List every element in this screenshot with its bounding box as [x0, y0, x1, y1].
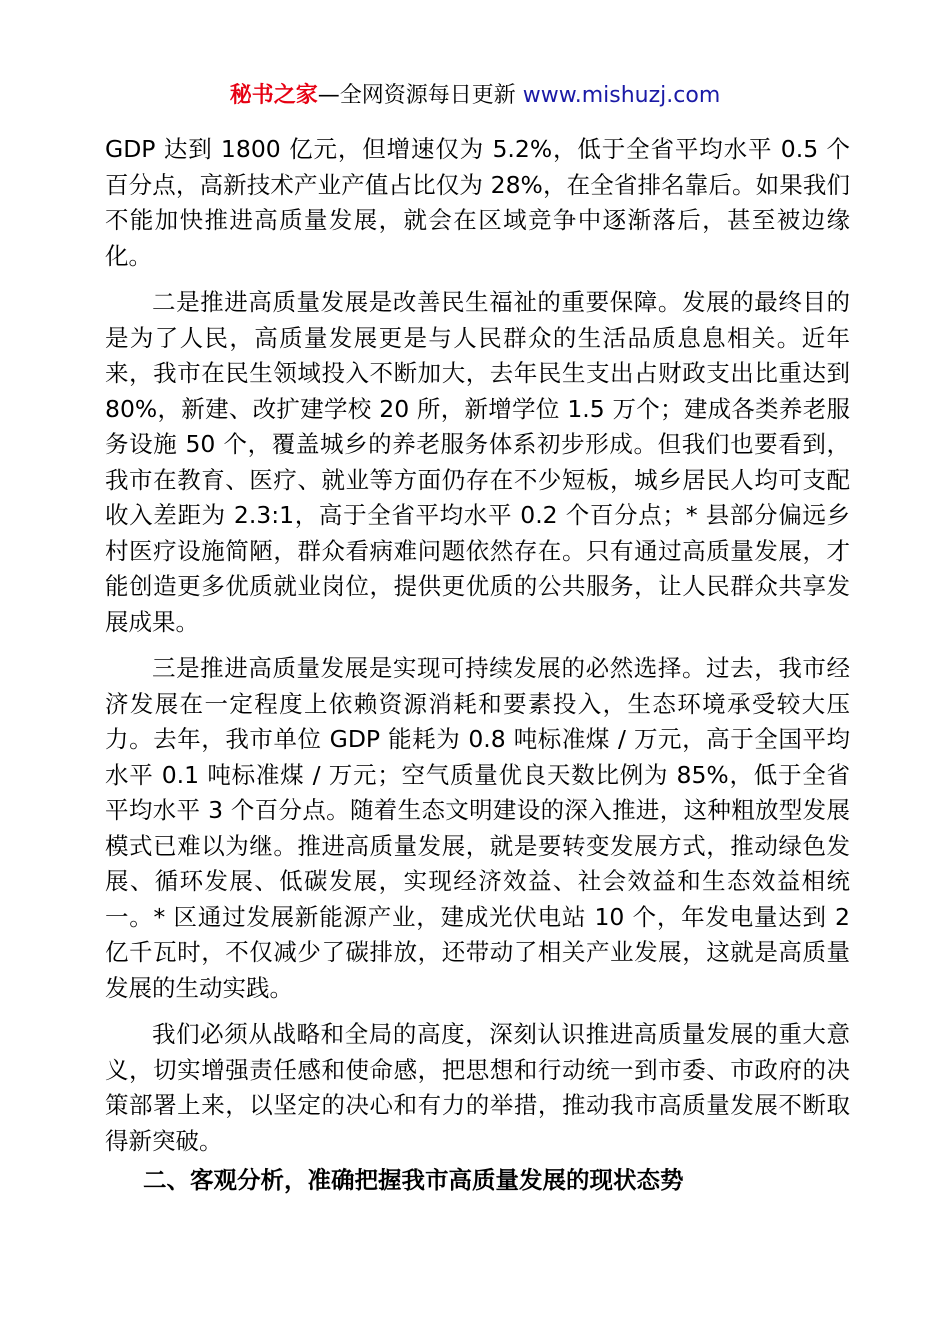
site-url-link[interactable]: www.mishuzj.com [522, 83, 721, 108]
header-tagline: —全网资源每日更新 [317, 83, 523, 108]
document-body [105, 132, 850, 1170]
page-header [0, 80, 950, 112]
paragraph-continued: GDP 达到 1800 亿元，但增速仅为 5.2%，低于全省平均水平 0.5 个百分点，高新技术产业产值占比仅为 28%，在全省排名靠后。如果我们不能加快推进高质量发展，就会在区域竞争中逐渐落后，甚至被边缘化。 [105, 135, 850, 270]
paragraph-conclusion: 我们必须从战略和全局的高度，深刻认识推进高质量发展的重大意义，切实增强责任感和使命感，把思想和行动统一到市委、市政府的决策部署上来，以坚定的决心和有力的举措，推动我市高质量发展不断取得新突破。 [105, 1020, 850, 1155]
section-heading: 二、客观分析，准确把握我市高质量发展的现状态势 [143, 1166, 684, 1194]
brand-name: 秘书之家 [229, 83, 318, 108]
paragraph-livelihood: 二是推进高质量发展是改善民生福祉的重要保障。发展的最终目的是为了人民，高质量发展更是与人民群众的生活品质息息相关。近年来，我市在民生领域投入不断加大，去年民生支出占财政支出比重达到 80%，新建、改扩建学校 20 所，新增学位 1.5 万个；建成各类养老服务设施 50 个，覆盖城乡的养老服务体系初步形成。但我们也要看到，我市在教育、医疗、就业等方面仍存在不少短板，城乡居民人均可支配收入差距为 2.3:1，高于全省平均水平 0.2 个百分点；* 县部分偏远乡村医疗设施简陋，群众看病难问题依然存在。只有通过高质量发展，才能创造更多优质就业岗位，提供更优质的公共服务，让人民群众共享发展成果。 [105, 288, 850, 636]
paragraph-sustainability: 三是推进高质量发展是实现可持续发展的必然选择。过去，我市经济发展在一定程度上依赖资源消耗和要素投入，生态环境承受较大压力。去年，我市单位 GDP 能耗为 0.8 吨标准煤 / 万元，高于全国平均水平 0.1 吨标准煤 / 万元；空气质量优良天数比例为 85%，低于全省平均水平 3 个百分点。随着生态文明建设的深入推进，这种粗放型发展模式已难以为继。推进高质量发展，就是要转变发展方式，推动绿色发展、循环发展、低碳发展，实现经济效益、社会效益和生态效益相统一。* 区通过发展新能源产业，建成光伏电站 10 个，年发电量达到 2 亿千瓦时，不仅减少了碳排放，还带动了相关产业发展，这就是高质量发展的生动实践。 [105, 654, 850, 1002]
